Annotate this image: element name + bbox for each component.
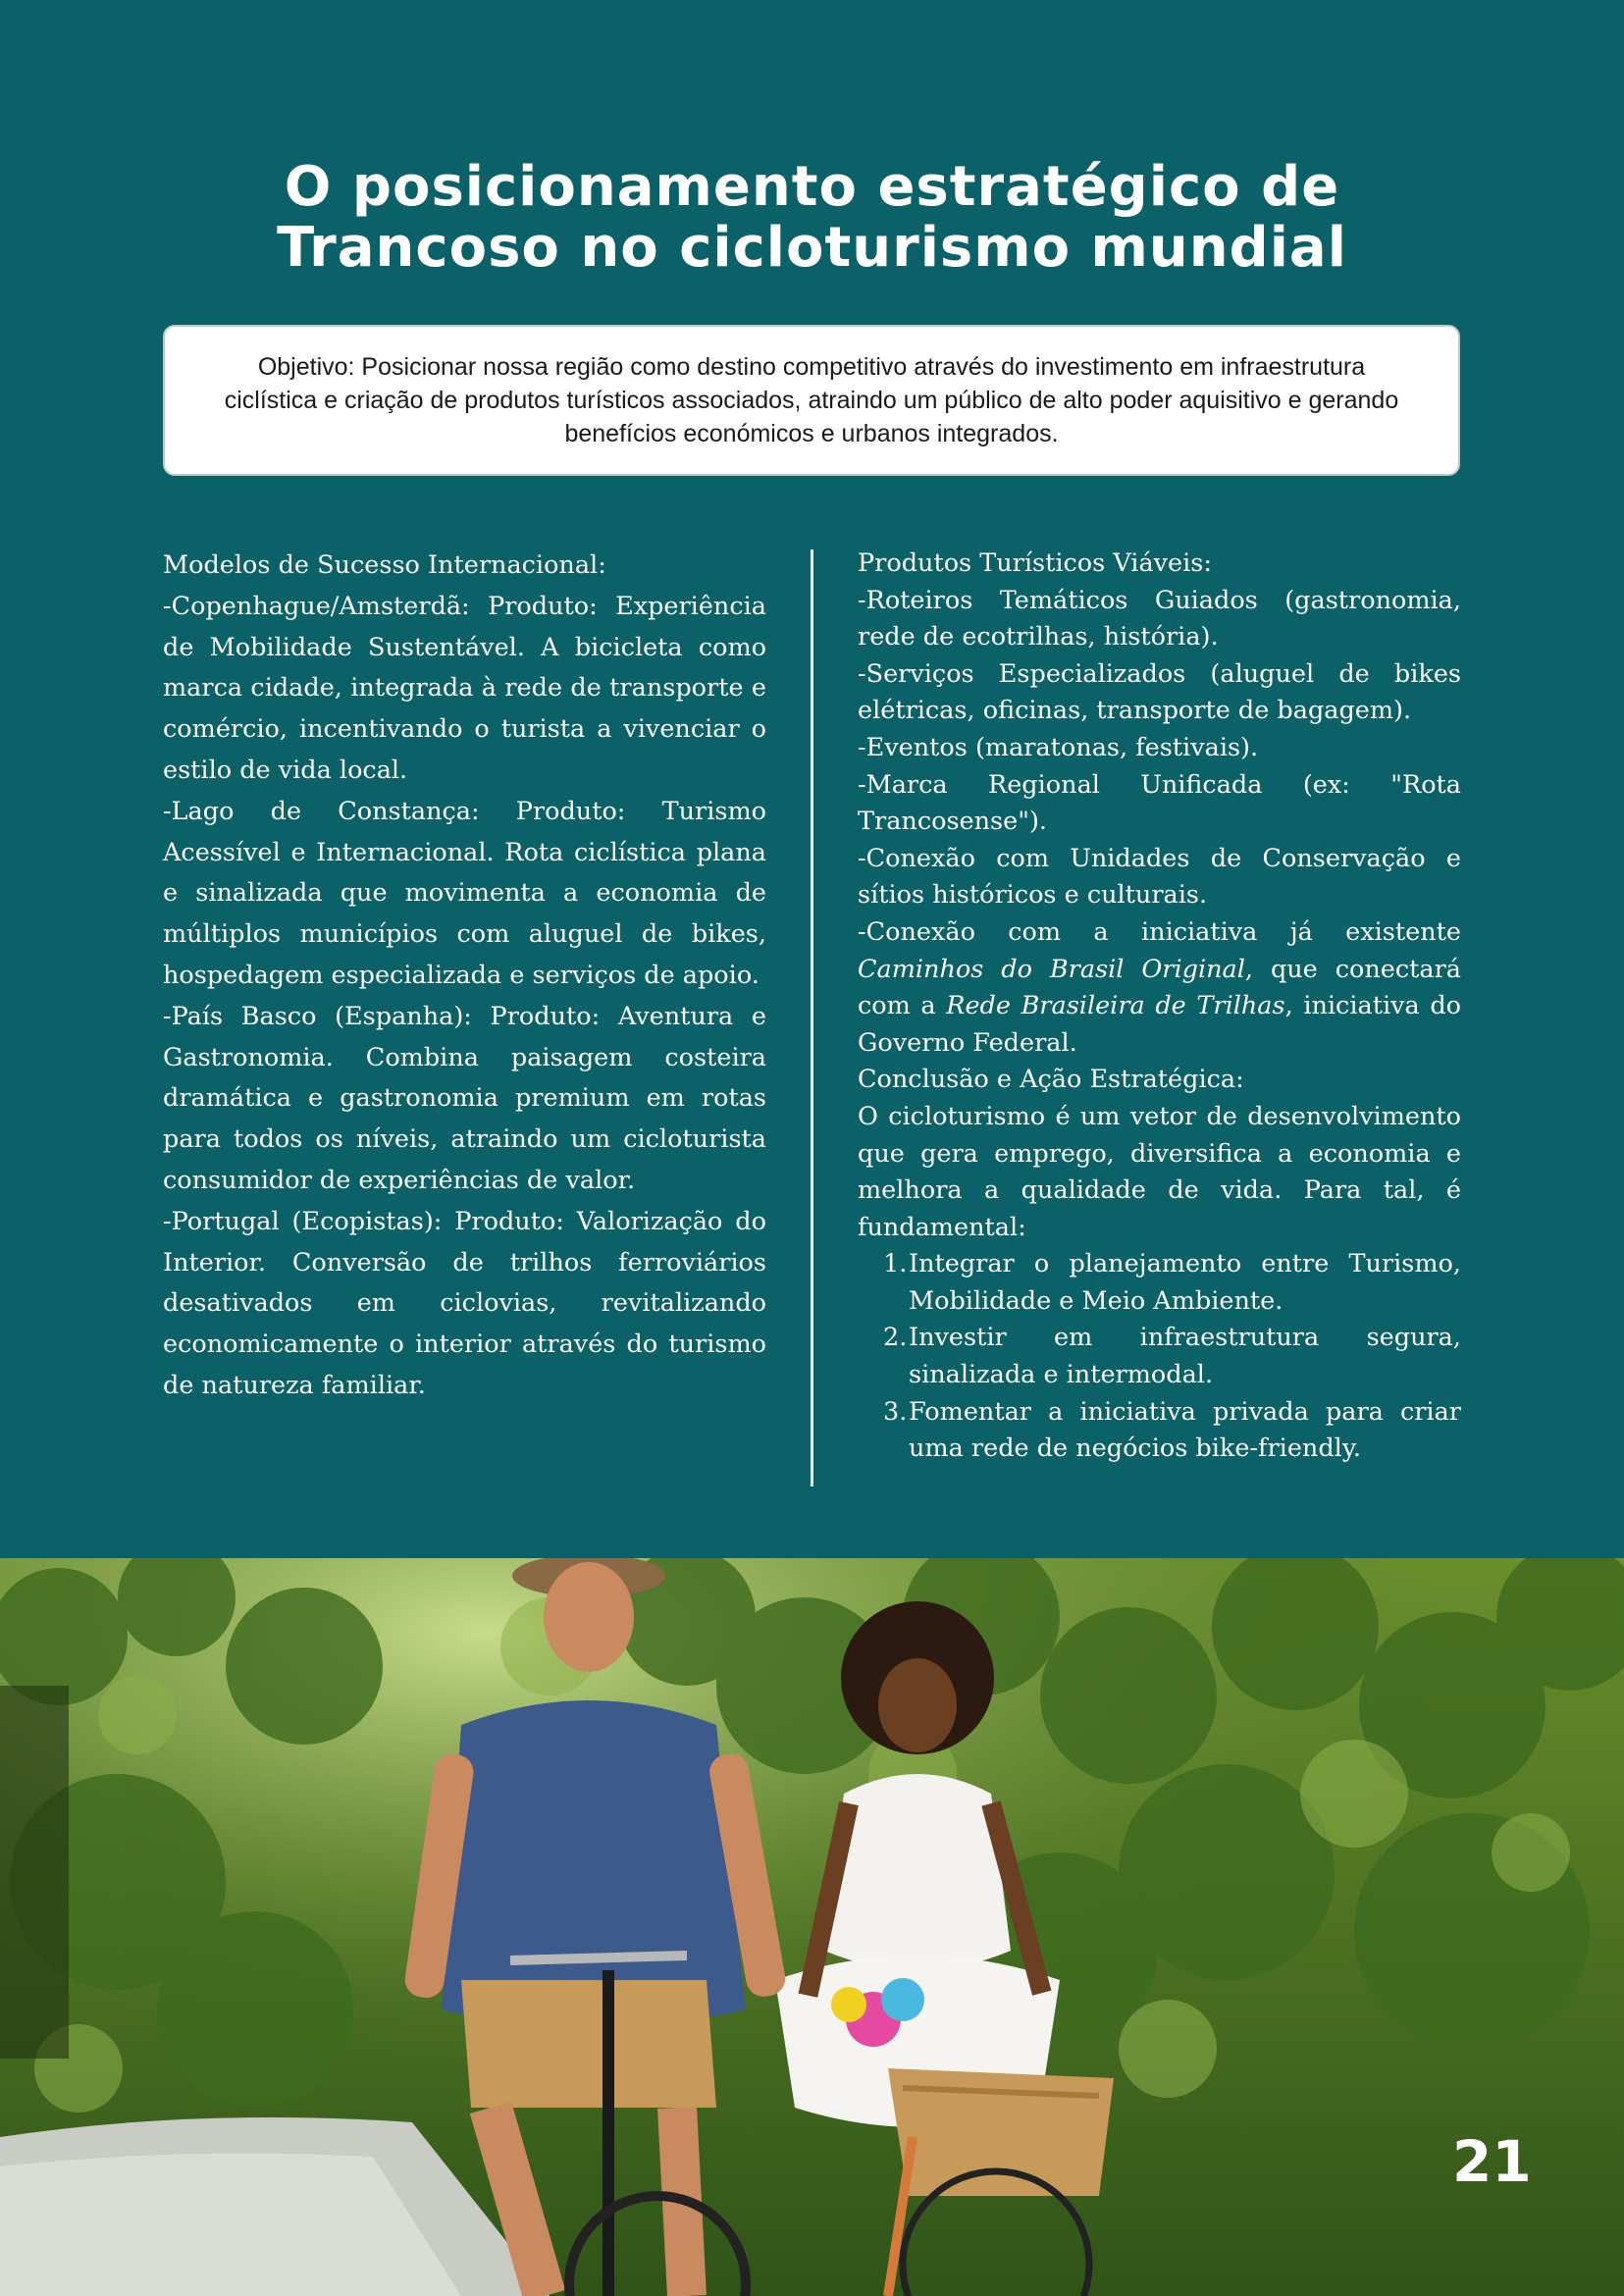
list-item-text: Integrar o planejamento entre Turismo, Mobilidade e Meio Ambiente. xyxy=(909,1249,1461,1316)
objective-box xyxy=(163,325,1460,476)
conclusion-text: O cicloturismo é um vetor de desenvolvimento que gera emprego, diversifica a economia e melhora a qualidade de vida. Para tal, é fundamental: xyxy=(858,1101,1461,1242)
conclusion-item xyxy=(858,1394,1461,1468)
conclusion-heading: Conclusão e Ação Estratégica: xyxy=(858,1065,1244,1095)
conclusion-list xyxy=(858,1246,1461,1468)
list-item-text: Fomentar a iniciativa privada para criar uma rede de negócios bike-friendly. xyxy=(909,1396,1461,1464)
page-number: 21 xyxy=(1452,2128,1532,2195)
left-paragraph: -Lago de Constança: Produto: Turismo Acessível e Internacional. Rota ciclística plana e sinalizada que movimenta a economia de múltiplos municípios com aluguel de bikes, hospedagem especializada e serviços de apoio. xyxy=(163,796,766,990)
right-paragraph: -Marca Regional Unificada (ex: "Rota Trancosense"). xyxy=(858,769,1461,837)
connection-emphasis-2: Rede Brasileira de Trilhas xyxy=(946,991,1285,1021)
cyclists-photo xyxy=(0,1558,1624,2296)
right-paragraph: -Conexão com Unidades de Conservação e sítios históricos e culturais. xyxy=(858,843,1461,911)
conclusion-item xyxy=(858,1246,1461,1320)
list-item-text: Investir em infraestrutura segura, sinalizada e intermodal. xyxy=(909,1323,1461,1390)
page-title xyxy=(157,157,1467,279)
left-paragraph: -Portugal (Ecopistas): Produto: Valorização do Interior. Conversão de trilhos ferroviários desativados em ciclovias, revitalizando economicamente o interior através do turismo de natureza familiar. xyxy=(163,1206,766,1400)
list-number: 3. xyxy=(883,1396,908,1427)
conclusion-item xyxy=(858,1320,1461,1393)
right-paragraph: -Eventos (maratonas, festivais). xyxy=(858,732,1259,762)
title-line-2: Trancoso no cicloturismo mundial xyxy=(277,216,1347,280)
left-column xyxy=(163,546,766,1407)
right-paragraph: -Roteiros Temáticos Guiados (gastronomia, rede de ecotrilhas, história). xyxy=(858,585,1461,652)
left-paragraph: -País Basco (Espanha): Produto: Aventura e Gastronomia. Combina paisagem costeira dramática e gastronomia premium em rotas para todos os níveis, atraindo um cicloturista consumidor de experiências de valor. xyxy=(163,1001,766,1195)
connection-middle: , que conectará com a xyxy=(858,954,1461,1021)
connection-suffix: , iniciativa do Governo Federal. xyxy=(858,991,1462,1058)
right-paragraph: -Serviços Especializados (aluguel de bikes elétricas, oficinas, transporte de bagagem). xyxy=(858,658,1461,726)
right-heading: Produtos Turísticos Viáveis: xyxy=(858,548,1212,578)
list-number: 2. xyxy=(883,1323,908,1353)
left-paragraph: -Copenhague/Amsterdã: Produto: Experiência de Mobilidade Sustentável. A bicicleta como marca cidade, integrada à rede de transporte e comércio, incentivando o turista a vivenciar o estilo de vida local. xyxy=(163,591,766,785)
right-column xyxy=(858,546,1461,1468)
connection-prefix: -Conexão com a iniciativa já existente xyxy=(858,916,1461,947)
connection-paragraph xyxy=(858,914,1461,1062)
title-line-1: O posicionamento estratégico de xyxy=(284,155,1340,219)
objective-text: Objetivo: Posicionar nossa região como destino competitivo através do investimento em infraestrutura ciclística e criação de produtos turísticos associados, atraindo um público de alto poder aquisitivo e gerando benefícios económicos e urbanos integrados. xyxy=(224,353,1399,447)
connection-emphasis-1: Caminhos do Brasil Original xyxy=(858,954,1245,984)
cyclists-photo-illustration xyxy=(0,1558,1624,2296)
left-heading: Modelos de Sucesso Internacional: xyxy=(163,550,606,580)
list-number: 1. xyxy=(883,1249,908,1279)
column-divider xyxy=(811,549,813,1487)
